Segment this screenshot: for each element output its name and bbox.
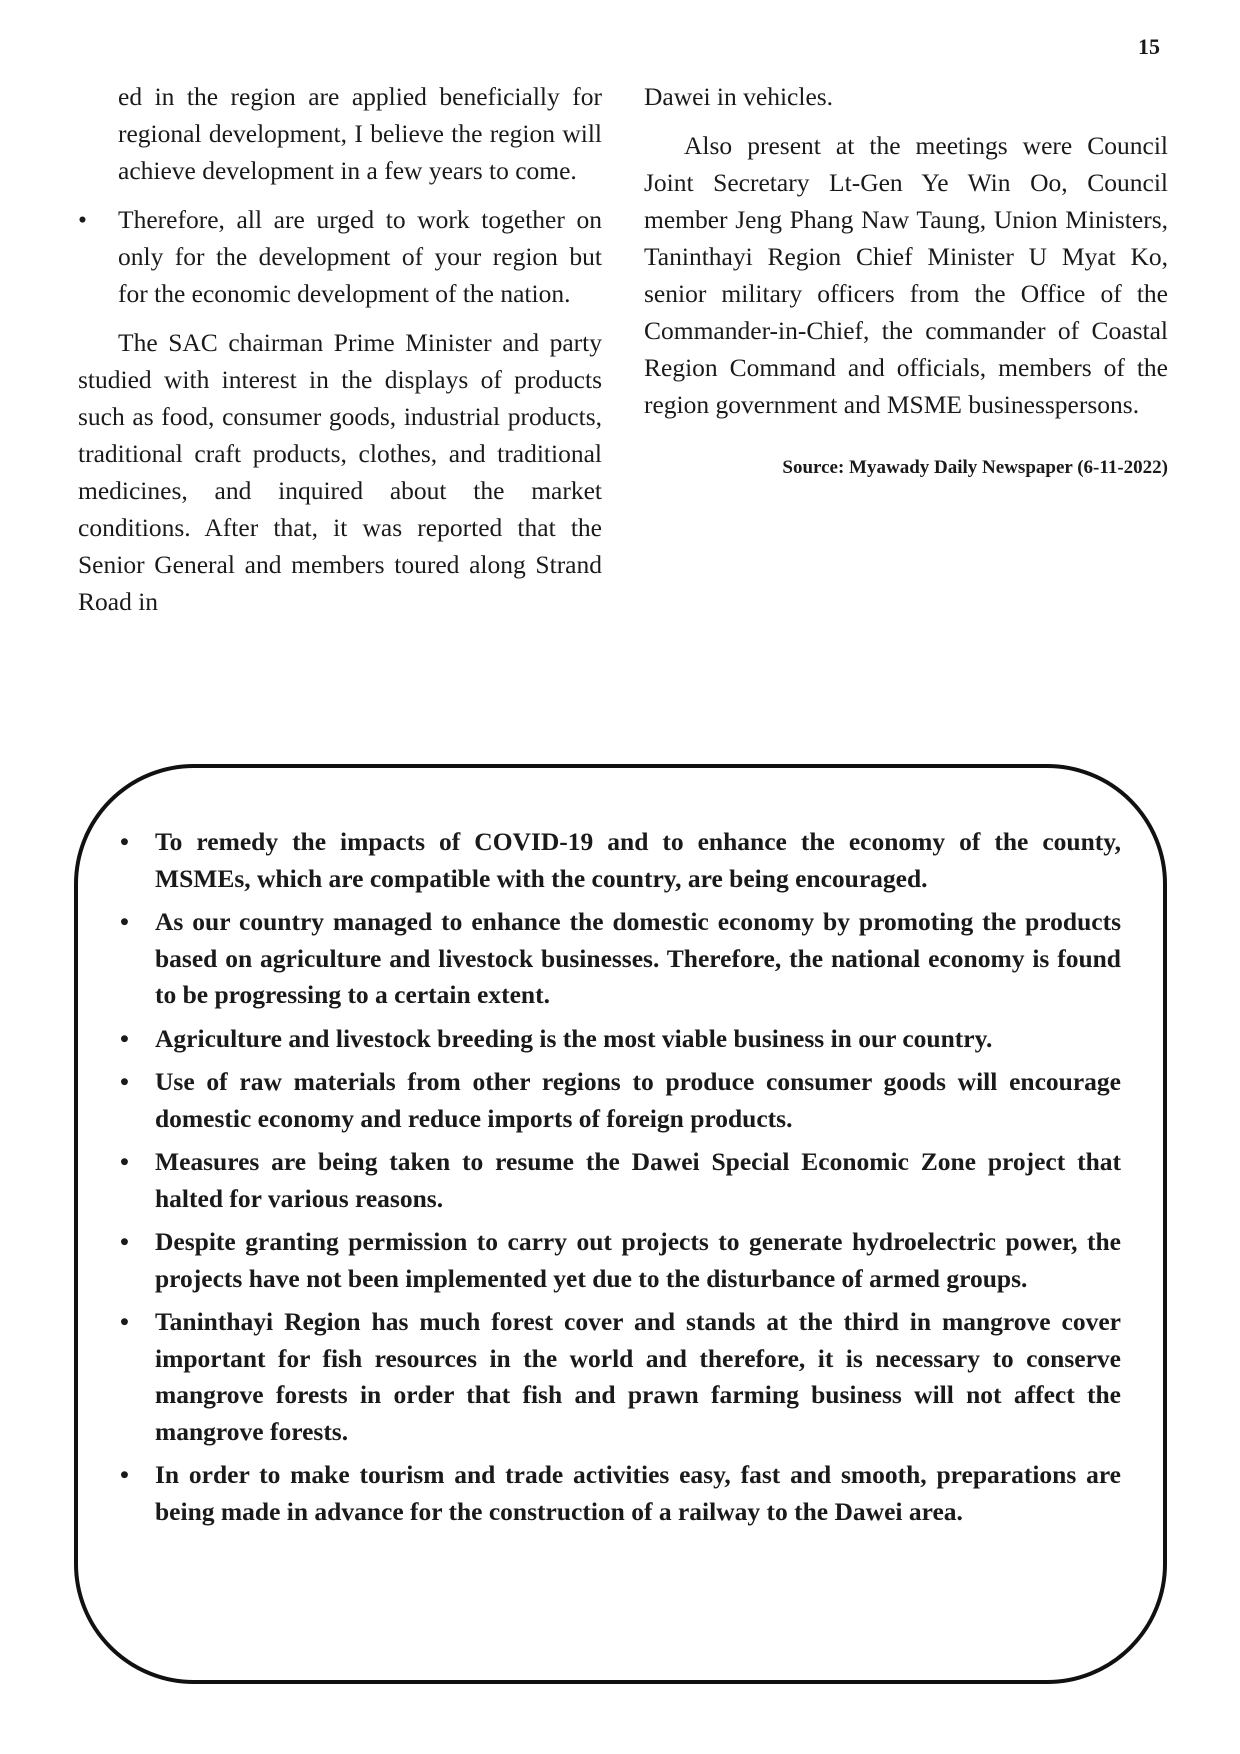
right-column [644, 78, 1168, 486]
summary-item-text: As our country managed to enhance the domestic economy by promoting the products based on agriculture and livestock businesses. Therefore, the national economy is found to be progressing to a certain extent. [155, 907, 1121, 1009]
bullet-icon: • [120, 1023, 129, 1053]
list-item [78, 201, 602, 312]
summary-item-text: Measures are being taken to resume the Dawei Special Economic Zone project that halted for various reasons. [155, 1147, 1121, 1213]
list-item-text: Therefore, all are urged to work together on only for the development of your region but for the economic development of the nation. [118, 205, 602, 308]
bullet-icon: • [120, 1227, 129, 1256]
bullet-icon: • [120, 1307, 129, 1336]
summary-item [120, 1304, 1121, 1450]
summary-list [120, 824, 1121, 1537]
body-paragraph: The SAC chairman Prime Minister and party studied with interest in the displays of products such as food, consumer goods, industrial products, traditional craft products, clothes, and traditional medicines, and inquired about the market conditions. After that, it was reported that the Senior General and members toured along Strand Road in [78, 328, 602, 616]
bullet-icon: • [120, 907, 129, 936]
summary-item-text: Agriculture and livestock breeding is the most viable business in our country. [155, 1023, 993, 1053]
summary-item [120, 904, 1121, 1014]
continuation-paragraph: Dawei in vehicles. [644, 82, 834, 111]
bullet-icon: • [120, 1067, 129, 1096]
bullet-icon: • [120, 1147, 129, 1176]
summary-item [120, 1224, 1121, 1297]
source-citation: Source: Myawady Daily Newspaper (6-11-2022) [782, 457, 1168, 478]
summary-item [120, 824, 1121, 897]
summary-item-text: To remedy the impacts of COVID-19 and to enhance the economy of the county, MSMEs, which are compatible with the country, are being encouraged. [155, 827, 1121, 893]
bullet-icon: • [120, 827, 129, 856]
bullet-icon: • [120, 1460, 129, 1489]
continuation-paragraph: ed in the region are applied beneficially for regional development, I believe the region will achieve development in a few years to come. [118, 82, 602, 185]
bullet-icon: • [78, 205, 87, 234]
article-columns [78, 78, 1168, 698]
summary-item [120, 1064, 1121, 1137]
left-column [78, 78, 602, 632]
summary-item-text: Taninthayi Region has much forest cover and stands at the third in mangrove cover important for fish resources in the world and therefore, it is necessary to conserve mangrove forests in order that fish and prawn farming business will not affect the mangrove forests. [155, 1307, 1121, 1446]
page-number: 15 [1138, 34, 1160, 59]
summary-item-text: Use of raw materials from other regions to produce consumer goods will encourage domestic economy and reduce imports of foreign products. [155, 1067, 1121, 1133]
summary-box [74, 764, 1167, 1684]
summary-item [120, 1144, 1121, 1217]
summary-item [120, 1457, 1121, 1530]
summary-item [120, 1021, 1121, 1058]
summary-item-text: Despite granting permission to carry out projects to generate hydroelectric power, the projects have not been implemented yet due to the disturbance of armed groups. [155, 1227, 1121, 1293]
body-paragraph: Also present at the meetings were Council Joint Secretary Lt-Gen Ye Win Oo, Council member Jeng Phang Naw Taung, Union Ministers, Taninthayi Region Chief Minister U Myat Ko, senior military officers from the Office of the Commander-in-Chief, the commander of Coastal Region Command and officials, members of the region government and MSME businesspersons. [644, 131, 1168, 419]
summary-item-text: In order to make tourism and trade activities easy, fast and smooth, preparations are being made in advance for the construction of a railway to the Dawei area. [155, 1460, 1121, 1526]
